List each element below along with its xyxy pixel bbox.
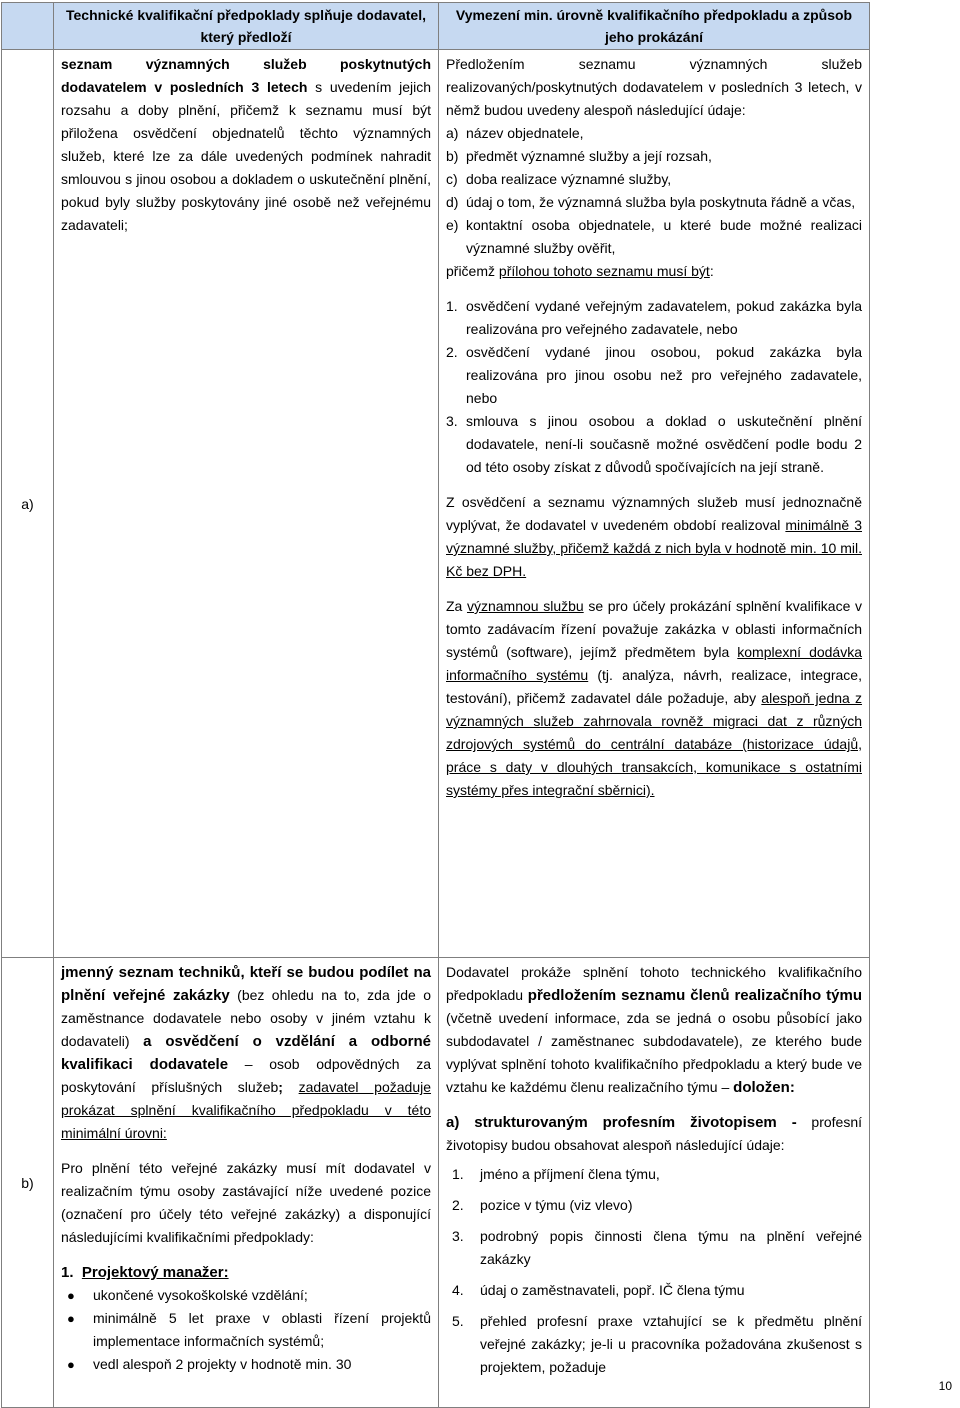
row-a-left-rest: s uvedením jejich rozsahu a doby plnění, přičemž k seznamu musí být přiložena osvědčení objednatelů těchto významných služeb, které lze za dále uvedených podmínek nahradit smlouvou s jinou osobou a dokladem o uskutečnění plnění, pokud byly služby poskytovány jiné osobě než veřejnému zadavateli; [61,79,432,233]
list-item: e) kontaktní osoba objednatele, u které bude možné realizaci významné služby ověřit, [446,217,862,256]
list-item: 1. jméno a příjmení člena týmu, [452,1166,660,1182]
list-item: a) název objednatele, [446,125,584,141]
list-item: 4. údaj o zaměstnavateli, popř. IČ člena týmu [452,1282,745,1298]
list-item: d) údaj o tom, že významná služba byla poskytnuta řádně a včas, [446,194,856,210]
list-item: 3. podrobný popis činnosti člena týmu na plnění veřejné zakázky [452,1228,862,1267]
row-b-right-text: Dodavatel prokáže splnění tohoto technického kvalifikačního předpokladu předložením seznamu členů realizačního týmu (včetně uvedení informace, zda se jedná o osobu působící jako subdodavatel / zaměstnanec subdodavatele), ze kterého bude vyplývat splnění tohoto kvalifikačního předpokladu a který bude ve vztahu ke každému členu realizačního týmu – doložen: [446,964,862,1096]
table-row-a [2,50,870,958]
list-item: b) předmět významné služby a její rozsah, [446,148,712,164]
row-a-left-cell [54,50,439,958]
list-item: 2. osvědčení vydané jinou osobou, pokud zakázka byla realizována pro jinou osobu než pro veřejného zadavatele, nebo [446,344,862,406]
row-a-left-text [61,53,431,237]
row-b-label: b) [2,958,54,1408]
cv-requirement: a) strukturovaným profesním životopisem - profesní životopisy budou obsahovat alespoň následující údaje: [446,1114,863,1153]
position-requirements-list [61,1284,431,1376]
row-a-label: a) [2,50,54,958]
list-item: c) doba realizace významné služby, [446,171,672,187]
row-a-numbered-list [446,295,862,479]
header-corner-cell [2,3,54,50]
header-left: Technické kvalifikační předpoklady splňuje dodavatel, který předloží [54,3,439,50]
row-a-attachment-line: přičemž přílohou tohoto seznamu musí být: [446,263,714,279]
list-item: 5. přehled profesní praxe vztahující se k předmětu plnění veřejné zakázky; je-li u pracovníka požadována zkušenost s projektem, požaduje [452,1313,862,1375]
table-header-row [2,3,870,50]
list-item: ● minimálně 5 let praxe v oblasti řízení projektů implementace informačních systémů; [67,1310,431,1349]
cv-items-list [446,1163,862,1379]
row-a-paragraph-1: Z osvědčení a seznamu významných služeb musí jednoznačně vyplývat, že dodavatel v uvedeném období realizoval minimálně 3 významné služby, přičemž každá z nich byla v hodnotě min. 10 mil. Kč bez DPH. [446,494,862,579]
list-item: 1. osvědčení vydané veřejným zadavatelem, pokud zakázka byla realizována pro veřejného zadavatele, nebo [446,298,862,337]
list-item: 2. pozice v týmu (viz vlevo) [452,1197,633,1213]
row-a-letter-list [446,122,862,260]
row-a-right-cell [439,50,870,958]
row-b-left-paragraph-2: Pro plnění této veřejné zakázky musí mít dodavatel v realizačním týmu osoby zastávající níže uvedené pozice (označení pro účely této veřejné zakázky) a disponující následujícími kvalifikačními předpoklady: [61,1160,431,1245]
list-item: ● vedl alespoň 2 projekty v hodnotě min. 30 [67,1356,352,1372]
qualification-table [1,2,870,1408]
position-heading: 1. Projektový manažer: [61,1264,229,1281]
header-right: Vymezení min. úrovně kvalifikačního předpokladu a způsob jeho prokázání [439,3,870,50]
row-a-paragraph-2: Za významnou službu se pro účely prokázání splnění kvalifikace v tomto zadávacím řízení považuje zakázka v oblasti informačních systémů (software), jejímž předmětem byla komplexní dodávka informačního systému (tj. analýza, návrh, realizace, integrace, testování), přičemž zadavatel dále požaduje, aby alespoň jedna z významných služeb zahrnovala rovněž migraci dat z různých zdrojových systémů do centrální databáze (historizace údajů, práce s daty v dlouhých transakcích, komunikace s ostatními systémy přes integrační sběrnici). [446,598,863,798]
list-item: ● ukončené vysokoškolské vzdělání; [67,1287,308,1303]
row-b-left-text: jmenný seznam techniků, kteří se budou podílet na plnění veřejné zakázky (bez ohledu na to, zda jde o zaměstnance dodavatele nebo osoby v jiném vztahu k dodavateli) a osvědčení o vzdělání a odborné kvalifikaci dodavatele – osob odpovědných za poskytování příslušných služeb; zadavatel požaduje prokázat splnění kvalifikačního předpokladu v této minimální úrovni: [61,964,432,1141]
row-a-left-bold: seznam významných služeb poskytnutých dodavatelem v posledních 3 letech [61,56,431,95]
list-item: 3. smlouva s jinou osobou a doklad o uskutečnění plnění dodavatele, není-li současně možné osvědčení podle bodu 2 od této osoby získat z důvodů spočívajících na její straně. [446,413,862,475]
page-number: 10 [938,1379,952,1393]
row-b-right-cell [439,958,870,1408]
row-b-left-cell [54,958,439,1408]
table-row-b [2,958,870,1408]
row-a-intro: Předložením seznamu významných služeb realizovaných/poskytnutých dodavatelem v posledních 3 letech, v němž budou uvedeny alespoň následující údaje: [446,56,862,118]
